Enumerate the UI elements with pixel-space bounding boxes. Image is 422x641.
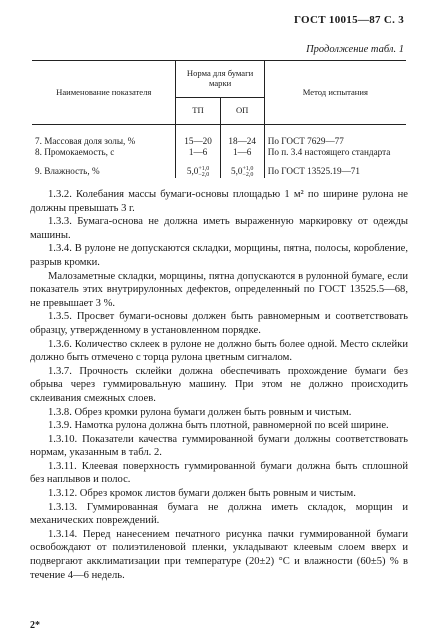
row-method: По п. 3.4 настоящего стандарта [267, 147, 391, 158]
column-header-op: ОП [220, 98, 264, 125]
row-op-value: 1—6 [220, 147, 264, 158]
tp-base: 5,0 [186, 166, 199, 177]
paragraph: 1.3.5. Просвет бумаги-основы должен быть равномерным и соответствовать образцу, утвержденному в установленном порядке. [30, 311, 408, 336]
paragraph: 1.3.8. Обрез кромки рулона бумаги должен быть ровным и чистым. [48, 406, 352, 418]
op-tolerance-down: −2,0 [242, 172, 254, 179]
page-header: ГОСТ 10015—87 С. 3 [293, 14, 404, 26]
paragraph: 1.3.10. Показатели качества гуммированной бумаги должны соответствовать нормам, указанным в табл. 2. [30, 433, 408, 459]
column-header-name: Наименование показателя [32, 61, 176, 125]
paragraph: 1.3.6. Количество склеек в рулоне не должно быть более одной. Место склейки должно быть отмечено с торца рулона цветным сигналом. [30, 338, 408, 364]
paragraph: 1.3.9. Намотка рулона должна быть плотной, равномерной по всей ширине. [48, 420, 389, 432]
paragraph: Малозаметные складки, морщины, пятна допускаются в рулонной бумаге, если показатель этих внутрирулонных дефектов, определенный по ГОСТ 13525.5—68, не превышает 3 %. [30, 270, 408, 309]
row-method: По ГОСТ 13525.19—71 [267, 166, 360, 177]
row-name: 9. Влажность, % [32, 158, 176, 178]
table-row [32, 158, 406, 178]
row-op-value [220, 158, 264, 178]
op-base: 5,0 [230, 166, 243, 177]
document-body [30, 188, 408, 582]
paragraph: 1.3.4. В рулоне не допускаются складки, морщины, пятна, полосы, коробление, разрыв кромки. [30, 243, 408, 268]
table-continuation-label: Продолжение табл. 1 [306, 44, 404, 55]
paragraph: 1.3.13. Гуммированная бумага не должна иметь складок, морщин и механических повреждений. [30, 501, 408, 527]
row-name: 7. Массовая доля золы, % [32, 125, 176, 148]
op-tolerance-up: +1,0 [242, 166, 254, 173]
paragraph: 1.3.12. Обрез кромок листов бумаги должен быть ровным и чистым. [48, 488, 356, 500]
paragraph: 1.3.7. Прочность склейки должна обеспечивать прохождение бумаги без обрыва через гуммировальную машину. При этом не должно происходить склеивания смежных слоев. [30, 365, 408, 404]
row-tp-value: 1—6 [176, 147, 220, 158]
row-method: По ГОСТ 7629—77 [267, 136, 344, 146]
column-header-norm: Норма для бумаги марки [176, 61, 264, 98]
row-tp-value: 15—20 [176, 125, 220, 148]
paragraph: 1.3.3. Бумага-основа не должна иметь выраженную маркировку от одежды машины. [30, 216, 408, 241]
row-name: 8. Промокаемость, с [32, 147, 176, 158]
tp-tolerance-up: +1,0 [198, 166, 210, 173]
table-row [32, 125, 406, 148]
tp-tolerance-down: −2,0 [198, 172, 210, 179]
column-header-method: Метод испытания [302, 86, 368, 97]
paragraph: 1.3.14. Перед нанесением печатного рисунка пачки гуммированной бумаги освобождают от полиэтиленовой пленки, укладывают клеевым слоем вверх и подвергают акклиматизации при температуре (20±2) °С и влажности (60±5) % в течение 4—6 недель. [30, 528, 408, 581]
paragraph: 1.3.11. Клеевая поверхность гуммированной бумаги должна быть сплошной без наплывов и полос. [30, 460, 408, 486]
table-row [32, 147, 406, 158]
row-tp-value [176, 158, 220, 178]
op-tolerance [242, 166, 253, 178]
column-header-tp: ТП [176, 98, 220, 125]
tp-tolerance [198, 166, 209, 178]
row-op-value: 18—24 [220, 125, 264, 148]
paragraph: 1.3.2. Колебания массы бумаги-основы площадью 1 м² по ширине рулона не должны превышать 3 г. [30, 189, 408, 214]
page-footer-mark: 2* [30, 620, 40, 631]
properties-table [32, 60, 406, 178]
